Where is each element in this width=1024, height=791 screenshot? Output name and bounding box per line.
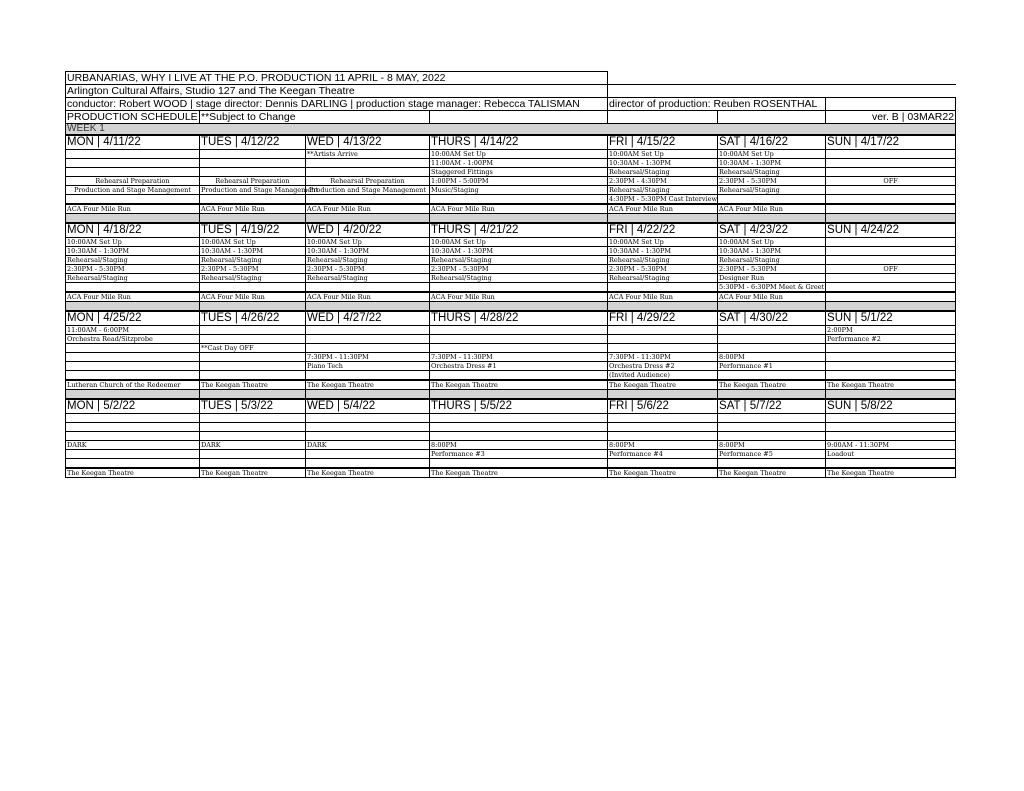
schedule-cell: Rehearsal/Staging	[608, 274, 718, 283]
schedule-cell: 10:00AM Set Up	[718, 150, 826, 159]
schedule-cell: Performance #2	[826, 335, 956, 344]
schedule-cell	[306, 423, 430, 432]
schedule-cell	[826, 344, 956, 353]
schedule-row	[66, 247, 956, 256]
day-header: FRI | 4/15/22	[608, 135, 718, 150]
schedule-cell	[306, 459, 430, 469]
staff-line: conductor: Robert WOOD | stage director: Dennis DARLING | production stage manager: Rebecca TALISMAN	[66, 98, 608, 111]
schedule-cell	[718, 423, 826, 432]
schedule-cell	[430, 432, 608, 441]
schedule-cell: 10:00AM Set Up	[200, 238, 306, 247]
version-label: ver. B | 03MAR22	[826, 111, 956, 124]
schedule-row	[66, 256, 956, 265]
schedule-row	[66, 150, 956, 159]
schedule-cell	[826, 292, 956, 302]
schedule-cell	[826, 186, 956, 195]
schedule-cell: Designer Run	[718, 274, 826, 283]
schedule-cell	[200, 326, 306, 335]
schedule-cell	[200, 459, 306, 469]
schedule-cell	[306, 414, 430, 423]
schedule-cell	[718, 371, 826, 381]
schedule-cell	[200, 450, 306, 459]
day-header: MON | 5/2/22	[66, 399, 200, 414]
schedule-cell: Piano Tech	[306, 362, 430, 371]
day-header: TUES | 5/3/22	[200, 399, 306, 414]
schedule-cell: ACA Four Mile Run	[200, 204, 306, 214]
schedule-cell: ACA Four Mile Run	[608, 204, 718, 214]
schedule-cell	[826, 238, 956, 247]
schedule-cell: 11:00AM - 1:00PM	[430, 159, 608, 168]
venue-row	[66, 85, 956, 98]
schedule-cell: 4:30PM - 5:30PM Cast Interview	[609, 195, 718, 203]
schedule-cell	[826, 371, 956, 381]
schedule-cell: 2:30PM - 5:30PM	[306, 265, 430, 274]
schedule-cell	[608, 335, 718, 344]
day-header-row	[66, 311, 956, 326]
schedule-cell	[200, 414, 306, 423]
schedule-cell	[608, 344, 718, 353]
schedule-row	[66, 353, 956, 362]
day-header: FRI | 5/6/22	[608, 399, 718, 414]
schedule-row	[66, 292, 956, 302]
schedule-cell	[66, 414, 200, 423]
schedule-cell: 5:30PM - 6:30PM Meet & Greet	[719, 283, 825, 291]
week-separator	[66, 390, 956, 400]
schedule-row	[66, 371, 956, 381]
schedule-cell	[200, 159, 306, 168]
schedule-cell: (Invited Audience)	[608, 371, 718, 381]
day-header: WED | 4/27/22	[306, 311, 430, 326]
schedule-row	[66, 168, 956, 177]
schedule-cell: Performance #1	[718, 362, 826, 371]
schedule-cell: 10:00AM Set Up	[430, 150, 608, 159]
schedule-cell	[200, 362, 306, 371]
schedule-title: URBANARIAS, WHY I LIVE AT THE P.O. PRODUCTION 11 APRIL - 8 MAY, 2022	[66, 72, 608, 85]
day-header: SAT | 4/30/22	[718, 311, 826, 326]
schedule-cell: ACA Four Mile Run	[608, 292, 718, 302]
schedule-cell	[826, 274, 956, 283]
schedule-cell: 7:30PM - 11:30PM	[430, 353, 608, 362]
schedule-cell	[200, 353, 306, 362]
schedule-cell	[200, 168, 306, 177]
schedule-cell	[306, 283, 430, 293]
schedule-cell	[826, 423, 956, 432]
schedule-cell: Rehearsal/Staging	[200, 256, 306, 265]
schedule-cell: Rehearsal/Staging	[66, 256, 200, 265]
schedule-cell	[306, 326, 430, 335]
schedule-cell: The Keegan Theatre	[66, 468, 200, 478]
schedule-cell	[718, 459, 826, 469]
schedule-cell: The Keegan Theatre	[826, 380, 956, 390]
schedule-cell: ACA Four Mile Run	[306, 292, 430, 302]
day-header: WED | 5/4/22	[306, 399, 430, 414]
schedule-cell: 10:30AM - 1:30PM	[608, 247, 718, 256]
day-header: MON | 4/11/22	[66, 135, 200, 150]
schedule-cell: OFF	[826, 265, 956, 274]
schedule-row	[66, 177, 956, 186]
schedule-cell: Rehearsal Preparation	[306, 177, 430, 186]
schedule-cell: Rehearsal/Staging	[608, 256, 718, 265]
schedule-row	[66, 468, 956, 478]
schedule-row	[66, 459, 956, 469]
schedule-cell: Performance #4	[608, 450, 718, 459]
schedule-cell: ACA Four Mile Run	[430, 292, 608, 302]
schedule-cell	[718, 335, 826, 344]
schedule-cell	[826, 362, 956, 371]
schedule-cell: Rehearsal/Staging	[430, 256, 608, 265]
schedule-row	[66, 195, 956, 205]
schedule-cell: **Artists Arrive	[306, 150, 430, 159]
schedule-cell	[826, 432, 956, 441]
schedule-cell	[200, 335, 306, 344]
schedule-cell: 10:00AM Set Up	[608, 150, 718, 159]
schedule-cell	[430, 423, 608, 432]
schedule-cell	[430, 414, 608, 423]
schedule-cell: 9:00AM - 11:30PM	[826, 441, 956, 450]
schedule-cell: ACA Four Mile Run	[718, 204, 826, 214]
schedule-cell	[608, 432, 718, 441]
schedule-row	[66, 283, 956, 293]
schedule-cell: Rehearsal/Staging	[306, 256, 430, 265]
schedule-cell	[430, 335, 608, 344]
schedule-cell: Rehearsal/Staging	[306, 274, 430, 283]
schedule-row	[66, 362, 956, 371]
schedule-cell	[306, 371, 430, 381]
day-header: THURS | 4/21/22	[430, 223, 608, 238]
schedule-cell	[608, 423, 718, 432]
day-header: SAT | 4/16/22	[718, 135, 826, 150]
schedule-row	[66, 326, 956, 335]
schedule-cell: 10:00AM Set Up	[608, 238, 718, 247]
day-header: SUN | 4/17/22	[826, 135, 956, 150]
schedule-cell	[66, 168, 200, 177]
schedule-cell	[430, 195, 608, 205]
day-header: SUN | 4/24/22	[826, 223, 956, 238]
schedule-row	[66, 344, 956, 353]
schedule-cell: The Keegan Theatre	[718, 468, 826, 478]
schedule-cell: Rehearsal/Staging	[718, 256, 826, 265]
schedule-cell	[66, 450, 200, 459]
schedule-cell	[66, 195, 200, 205]
day-header-row	[66, 135, 956, 150]
schedule-label-row	[66, 111, 956, 124]
schedule-cell: Rehearsal/Staging	[718, 186, 826, 195]
schedule-cell: Rehearsal/Staging	[430, 274, 608, 283]
schedule-row	[66, 414, 956, 423]
schedule-row	[66, 450, 956, 459]
schedule-row	[66, 441, 956, 450]
schedule-cell	[608, 459, 718, 469]
schedule-cell: The Keegan Theatre	[306, 468, 430, 478]
schedule-cell: 10:30AM - 1:30PM	[306, 247, 430, 256]
schedule-cell: 10:00AM Set Up	[66, 238, 200, 247]
schedule-cell: Performance #5	[718, 450, 826, 459]
schedule-cell: 1:00PM - 5:00PM	[430, 177, 608, 186]
schedule-cell: 10:00AM Set Up	[430, 238, 608, 247]
schedule-cell	[826, 414, 956, 423]
schedule-cell: 10:30AM - 1:30PM	[718, 159, 826, 168]
schedule-cell: 10:30AM - 1:30PM	[200, 247, 306, 256]
schedule-cell: Performance #3	[430, 450, 608, 459]
schedule-cell: 8:00PM	[430, 441, 608, 450]
schedule-row	[66, 186, 956, 195]
schedule-cell	[608, 326, 718, 335]
schedule-cell	[200, 432, 306, 441]
schedule-cell	[66, 283, 200, 293]
day-header: SUN | 5/8/22	[826, 399, 956, 414]
schedule-cell	[306, 159, 430, 168]
schedule-cell: 8:00PM	[718, 441, 826, 450]
week-label-row	[66, 124, 956, 136]
schedule-cell	[66, 459, 200, 469]
schedule-cell: The Keegan Theatre	[200, 468, 306, 478]
schedule-cell: ACA Four Mile Run	[306, 204, 430, 214]
schedule-cell: Staggered Fittings	[430, 168, 608, 177]
schedule-cell	[200, 371, 306, 381]
schedule-cell: 2:30PM - 5:30PM	[430, 265, 608, 274]
schedule-cell	[66, 362, 200, 371]
schedule-cell: Rehearsal/Staging	[66, 274, 200, 283]
schedule-cell: 2:30PM - 5:30PM	[718, 177, 826, 186]
schedule-cell	[826, 159, 956, 168]
day-header: THURS | 4/14/22	[430, 135, 608, 150]
schedule-cell	[430, 283, 608, 293]
schedule-cell: The Keegan Theatre	[608, 468, 718, 478]
schedule-cell	[66, 423, 200, 432]
schedule-cell: ACA Four Mile Run	[66, 292, 200, 302]
day-header: FRI | 4/29/22	[608, 311, 718, 326]
schedule-cell	[66, 344, 200, 353]
schedule-cell: The Keegan Theatre	[306, 380, 430, 390]
director-of-production: director of production: Reuben ROSENTHAL	[608, 98, 826, 111]
day-header-row	[66, 399, 956, 414]
day-header-row	[66, 223, 956, 238]
schedule-cell	[826, 204, 956, 214]
schedule-cell: The Keegan Theatre	[200, 380, 306, 390]
schedule-cell: 10:00AM Set Up	[306, 238, 430, 247]
day-header: WED | 4/13/22	[306, 135, 430, 150]
schedule-cell	[826, 150, 956, 159]
schedule-row	[66, 423, 956, 432]
schedule-cell	[200, 423, 306, 432]
schedule-cell: Production and Stage Management	[306, 186, 430, 195]
schedule-cell: **Cast Day OFF	[200, 344, 306, 353]
schedule-cell	[718, 414, 826, 423]
schedule-cell: The Keegan Theatre	[430, 468, 608, 478]
schedule-cell: 2:30PM - 4:30PM	[608, 177, 718, 186]
schedule-cell: 2:30PM - 5:30PM	[718, 265, 826, 274]
schedule-row	[66, 204, 956, 214]
schedule-cell	[826, 353, 956, 362]
day-header: THURS | 5/5/22	[430, 399, 608, 414]
schedule-cell: Orchestra Read/Sitzprobe	[66, 335, 200, 344]
schedule-cell: Music/Staging	[430, 186, 608, 195]
schedule-cell	[826, 168, 956, 177]
schedule-cell	[430, 371, 608, 381]
schedule-cell	[66, 159, 200, 168]
schedule-cell	[306, 432, 430, 441]
schedule-cell: DARK	[200, 441, 306, 450]
schedule-cell	[826, 195, 956, 205]
day-header: THURS | 4/28/22	[430, 311, 608, 326]
schedule-label: PRODUCTION SCHEDULE	[67, 111, 198, 123]
schedule-cell	[306, 344, 430, 353]
day-header: TUES | 4/19/22	[200, 223, 306, 238]
schedule-row	[66, 159, 956, 168]
schedule-cell	[608, 283, 718, 293]
schedule-cell: 2:00PM	[826, 326, 956, 335]
schedule-cell: ACA Four Mile Run	[66, 204, 200, 214]
schedule-cell	[306, 195, 430, 205]
schedule-row	[66, 265, 956, 274]
schedule-cell: 10:30AM - 1:30PM	[718, 247, 826, 256]
day-header: MON | 4/25/22	[66, 311, 200, 326]
day-header: TUES | 4/12/22	[200, 135, 306, 150]
schedule-cell	[66, 432, 200, 441]
schedule-cell: 7:30PM - 11:30PM	[608, 353, 718, 362]
schedule-cell	[66, 371, 200, 381]
schedule-row	[66, 238, 956, 247]
schedule-cell	[826, 459, 956, 469]
schedule-cell	[306, 168, 430, 177]
schedule-cell: Rehearsal/Staging	[718, 168, 826, 177]
schedule-cell: 2:30PM - 5:30PM	[66, 265, 200, 274]
schedule-cell	[718, 344, 826, 353]
schedule-cell	[430, 459, 608, 469]
schedule-cell	[430, 326, 608, 335]
schedule-cell: Orchestra Dress #1	[430, 362, 608, 371]
schedule-cell: Rehearsal/Staging	[608, 186, 718, 195]
schedule-cell: Production and Stage Management	[201, 186, 318, 194]
schedule-row	[66, 380, 956, 390]
schedule-cell	[306, 450, 430, 459]
schedule-cell: 8:00PM	[718, 353, 826, 362]
schedule-cell	[826, 283, 956, 293]
schedule-cell	[200, 195, 306, 205]
schedule-cell: 10:30AM - 1:30PM	[608, 159, 718, 168]
schedule-row	[66, 335, 956, 344]
day-header: SUN | 5/1/22	[826, 311, 956, 326]
schedule-cell	[718, 195, 826, 205]
schedule-cell	[718, 326, 826, 335]
schedule-cell: 7:30PM - 11:30PM	[306, 353, 430, 362]
day-header: WED | 4/20/22	[306, 223, 430, 238]
schedule-cell: The Keegan Theatre	[826, 468, 956, 478]
schedule-cell: DARK	[66, 441, 200, 450]
schedule-cell	[430, 344, 608, 353]
schedule-cell: Rehearsal Preparation	[66, 177, 200, 186]
schedule-cell: ACA Four Mile Run	[430, 204, 608, 214]
schedule-cell: Production and Stage Management	[66, 186, 200, 195]
week-label: WEEK 1	[66, 124, 956, 136]
week-separator	[66, 302, 956, 312]
schedule-cell	[608, 414, 718, 423]
schedule-cell	[306, 335, 430, 344]
schedule-row	[66, 274, 956, 283]
day-header: SAT | 4/23/22	[718, 223, 826, 238]
day-header: MON | 4/18/22	[66, 223, 200, 238]
week-separator	[66, 214, 956, 224]
schedule-cell	[200, 283, 306, 293]
schedule-row	[66, 432, 956, 441]
schedule-cell: OFF	[826, 177, 956, 186]
day-header: SAT | 5/7/22	[718, 399, 826, 414]
schedule-cell: The Keegan Theatre	[430, 380, 608, 390]
schedule-cell: 2:30PM - 5:30PM	[200, 265, 306, 274]
production-schedule-table	[65, 71, 956, 478]
schedule-cell: The Keegan Theatre	[608, 380, 718, 390]
schedule-cell: ACA Four Mile Run	[718, 292, 826, 302]
schedule-cell: ACA Four Mile Run	[200, 292, 306, 302]
day-header: TUES | 4/26/22	[200, 311, 306, 326]
schedule-cell	[66, 150, 200, 159]
schedule-cell: 11:00AM - 6:00PM	[66, 326, 200, 335]
schedule-cell: DARK	[306, 441, 430, 450]
schedule-cell: Loadout	[826, 450, 956, 459]
schedule-cell: Lutheran Church of the Redeemer	[66, 380, 200, 390]
schedule-cell	[718, 432, 826, 441]
schedule-cell: 2:30PM - 5:30PM	[608, 265, 718, 274]
schedule-cell: 10:00AM Set Up	[718, 238, 826, 247]
schedule-cell	[826, 256, 956, 265]
day-header: FRI | 4/22/22	[608, 223, 718, 238]
schedule-cell: Rehearsal/Staging	[200, 274, 306, 283]
schedule-cell: 8:00PM	[608, 441, 718, 450]
schedule-cell: Rehearsal Preparation	[200, 177, 306, 186]
schedule-cell: 10:30AM - 1:30PM	[66, 247, 200, 256]
schedule-cell: The Keegan Theatre	[718, 380, 826, 390]
schedule-cell: Orchestra Dress #2	[608, 362, 718, 371]
schedule-cell: 10:30AM - 1:30PM	[430, 247, 608, 256]
schedule-cell	[200, 150, 306, 159]
subject-note: **Subject to Change	[200, 111, 430, 124]
schedule-cell	[826, 247, 956, 256]
schedule-cell	[66, 353, 200, 362]
venue-line: Arlington Cultural Affairs, Studio 127 and The Keegan Theatre	[66, 85, 608, 98]
title-row	[66, 72, 956, 85]
staff-row	[66, 98, 956, 111]
schedule-cell: Rehearsal/Staging	[608, 168, 718, 177]
